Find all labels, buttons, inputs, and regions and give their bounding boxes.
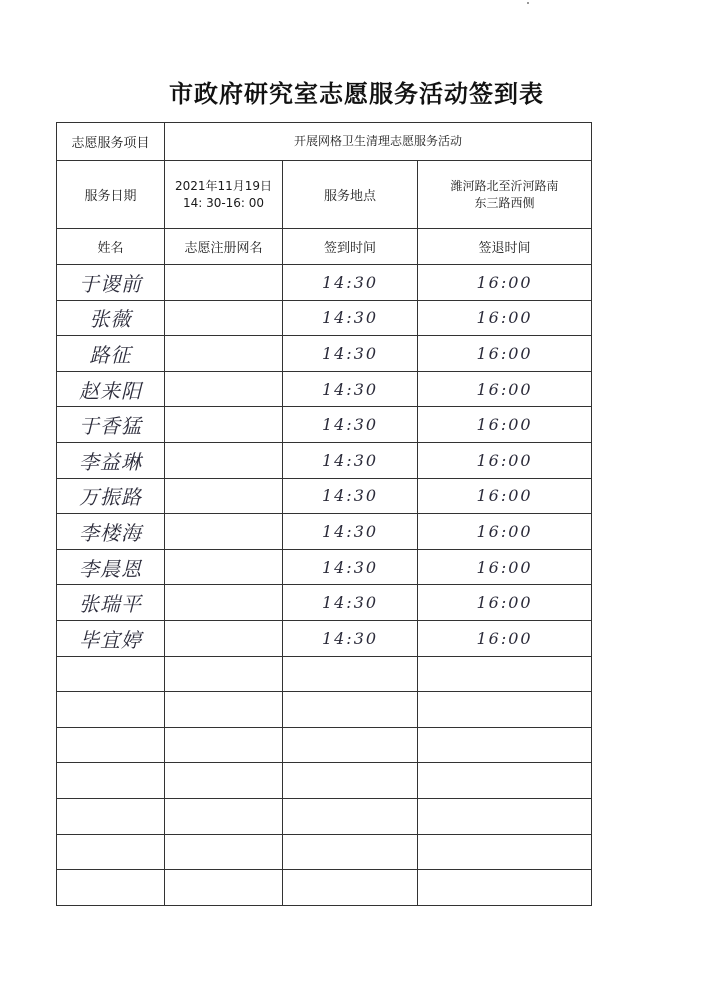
- empty-cell: [418, 656, 592, 692]
- signature-name: 李楼海: [57, 514, 165, 550]
- table-row: [57, 407, 592, 443]
- service-row: [57, 161, 592, 229]
- empty-cell: [57, 656, 165, 692]
- signature-name: 赵来阳: [57, 371, 165, 407]
- sign-out-time: 16:00: [418, 336, 592, 372]
- col-header-in: 签到时间: [283, 229, 418, 265]
- sign-out-time: 16:00: [418, 442, 592, 478]
- sign-in-time: 14:30: [283, 620, 418, 656]
- table-row: [57, 265, 592, 301]
- service-place-label: 服务地点: [283, 161, 418, 229]
- empty-cell: [165, 656, 283, 692]
- project-label: 志愿服务项目: [57, 123, 165, 161]
- empty-row: [57, 798, 592, 834]
- sign-in-time: 14:30: [283, 407, 418, 443]
- empty-cell: [57, 870, 165, 906]
- registration-name: [165, 407, 283, 443]
- signature-name: 万振路: [57, 478, 165, 514]
- signature-name: 张瑞平: [57, 585, 165, 621]
- signature-name: 张薇: [57, 300, 165, 336]
- empty-cell: [418, 763, 592, 799]
- sign-in-time: 14:30: [283, 585, 418, 621]
- signature-name: 于谡前: [57, 265, 165, 301]
- registration-name: [165, 585, 283, 621]
- empty-cell: [418, 727, 592, 763]
- service-place-line1: 潍河路北至沂河路南: [450, 178, 559, 193]
- col-header-out: 签退时间: [418, 229, 592, 265]
- empty-cell: [165, 763, 283, 799]
- registration-name: [165, 549, 283, 585]
- empty-cell: [165, 834, 283, 870]
- service-date-label: 服务日期: [57, 161, 165, 229]
- sign-out-time: 16:00: [418, 585, 592, 621]
- signature-name: 李晨恩: [57, 549, 165, 585]
- sign-in-table: [56, 122, 592, 906]
- service-date-value: 2021年11月19日: [174, 178, 273, 193]
- sign-out-time: 16:00: [418, 549, 592, 585]
- empty-cell: [165, 870, 283, 906]
- sign-out-time: 16:00: [418, 620, 592, 656]
- table-row: [57, 549, 592, 585]
- service-place-cell: [418, 161, 592, 229]
- empty-cell: [57, 692, 165, 728]
- table-row: [57, 300, 592, 336]
- project-value: 开展网格卫生清理志愿服务活动: [165, 123, 592, 161]
- empty-row: [57, 656, 592, 692]
- signature-name: 毕宜婷: [57, 620, 165, 656]
- empty-row: [57, 763, 592, 799]
- registration-name: [165, 371, 283, 407]
- project-row: [57, 123, 592, 161]
- registration-name: [165, 620, 283, 656]
- empty-cell: [165, 798, 283, 834]
- registration-name: [165, 336, 283, 372]
- empty-cell: [57, 834, 165, 870]
- page-title: 市政府研究室志愿服务活动签到表: [169, 79, 544, 108]
- table-row: [57, 442, 592, 478]
- table-row: [57, 620, 592, 656]
- sign-in-time: 14:30: [283, 265, 418, 301]
- sign-in-time: 14:30: [283, 514, 418, 550]
- sign-out-time: 16:00: [418, 407, 592, 443]
- registration-name: [165, 514, 283, 550]
- empty-cell: [165, 727, 283, 763]
- sign-in-time: 14:30: [283, 442, 418, 478]
- empty-cell: [418, 692, 592, 728]
- empty-cell: [283, 870, 418, 906]
- empty-row: [57, 727, 592, 763]
- sign-out-time: 16:00: [418, 265, 592, 301]
- sign-in-time: 14:30: [283, 371, 418, 407]
- empty-row: [57, 834, 592, 870]
- empty-cell: [283, 763, 418, 799]
- signature-name: 于香猛: [57, 407, 165, 443]
- empty-cell: [165, 692, 283, 728]
- empty-cell: [283, 834, 418, 870]
- column-header-row: [57, 229, 592, 265]
- sign-in-time: 14:30: [283, 336, 418, 372]
- signature-name: 李益琳: [57, 442, 165, 478]
- table-row: [57, 336, 592, 372]
- empty-row: [57, 870, 592, 906]
- col-header-name: 姓名: [57, 229, 165, 265]
- empty-cell: [418, 834, 592, 870]
- empty-cell: [57, 763, 165, 799]
- empty-cell: [57, 727, 165, 763]
- empty-cell: [283, 656, 418, 692]
- service-place-line2: 东三路西侧: [474, 195, 535, 210]
- table-row: [57, 514, 592, 550]
- service-date-cell: [165, 161, 283, 229]
- service-time-value: 14: 30-16: 00: [182, 195, 265, 210]
- sign-in-time: 14:30: [283, 478, 418, 514]
- empty-cell: [57, 798, 165, 834]
- col-header-reg: 志愿注册网名: [165, 229, 283, 265]
- sign-in-time: 14:30: [283, 549, 418, 585]
- empty-cell: [283, 798, 418, 834]
- sign-out-time: 16:00: [418, 478, 592, 514]
- table-row: [57, 585, 592, 621]
- empty-cell: [418, 798, 592, 834]
- registration-name: [165, 478, 283, 514]
- table-row: [57, 371, 592, 407]
- registration-name: [165, 300, 283, 336]
- empty-cell: [283, 692, 418, 728]
- empty-row: [57, 692, 592, 728]
- registration-name: [165, 265, 283, 301]
- scan-speck: [527, 2, 529, 4]
- table-row: [57, 478, 592, 514]
- empty-cell: [418, 870, 592, 906]
- signature-name: 路征: [57, 336, 165, 372]
- sign-out-time: 16:00: [418, 514, 592, 550]
- sign-out-time: 16:00: [418, 371, 592, 407]
- sign-in-time: 14:30: [283, 300, 418, 336]
- sign-out-time: 16:00: [418, 300, 592, 336]
- empty-cell: [283, 727, 418, 763]
- registration-name: [165, 442, 283, 478]
